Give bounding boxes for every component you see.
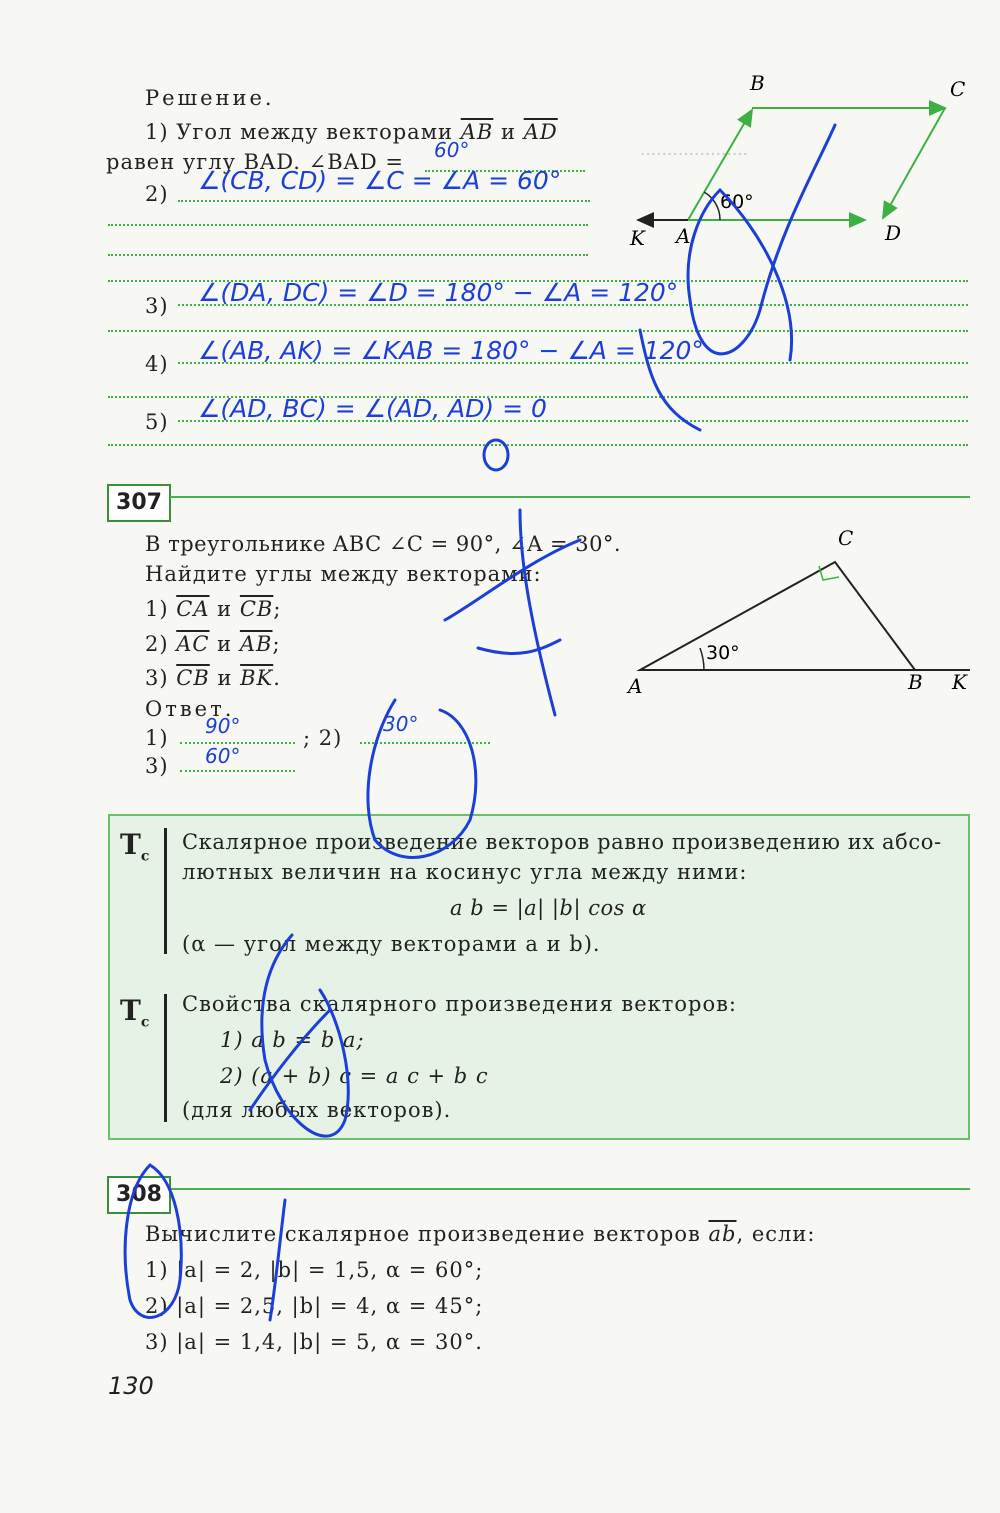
angle-arc [704, 192, 720, 220]
handwritten-answer: 90° [205, 714, 241, 738]
theory1-line1: Скалярное произведение векторов равно произведению их абсо- [182, 830, 942, 854]
theory1-note: (α — угол между векторами a и b). [182, 932, 601, 956]
answer-line [178, 200, 590, 202]
triangle-figure [620, 525, 980, 700]
vector-ab: $\overline{AB}$ [460, 120, 494, 144]
solution-heading: Решение. [145, 86, 275, 110]
answer-heading: Ответ. [145, 697, 235, 721]
problem308-statement: Вычислите скалярное произведение векторов $\overline{ab}$, если: [145, 1222, 816, 1246]
theory2-item2: 2) (a + b) c = a c + b c [220, 1064, 489, 1088]
item1-line2: равен углу BAD. ∠BAD = [106, 150, 404, 174]
angle-label: 30° [706, 642, 740, 664]
answer-line [360, 742, 490, 744]
answer-line [108, 444, 968, 446]
label-c: C [838, 526, 854, 550]
triangle-abc [640, 562, 915, 670]
problem308-item1: 1) |a| = 2, |b| = 1,5, α = 60°; [145, 1258, 484, 1282]
item2-label: 2) [145, 182, 169, 206]
problem307-question: Найдите углы между векторами: [145, 562, 542, 586]
theory-bar [164, 994, 167, 1122]
answer-line [108, 330, 968, 332]
item3-label: 3) [145, 294, 169, 318]
handwritten-answer: ∠(AD, BC) = ∠(AD, AD) = 0 [198, 394, 547, 423]
bleed-text: ···················· [640, 145, 749, 165]
problem-number-307: 307 [107, 484, 171, 522]
handwritten-answer: ∠(DA, DC) = ∠D = 180° − ∠A = 120° [198, 278, 679, 307]
theory2-note: (для любых векторов). [182, 1098, 452, 1122]
page-number: 130 [108, 1372, 154, 1400]
problem307-item2: 2) $\overline{AC}$ и $\overline{AB}$; [145, 632, 281, 656]
theory-box [108, 814, 970, 1140]
problem307-item3: 3) $\overline{CB}$ и $\overline{BK}$. [145, 666, 281, 690]
vector-cd [883, 108, 945, 218]
divider [170, 1188, 970, 1190]
label-a: A [676, 224, 691, 248]
handwritten-answer: ∠(AB, AK) = ∠KAB = 180° − ∠A = 120° [198, 336, 704, 365]
handwritten-answer: 60° [205, 744, 241, 768]
item5-label: 5) [145, 410, 169, 434]
theory1-formula: a b = |a| |b| cos α [450, 896, 647, 920]
label-c: C [950, 77, 966, 101]
label-d: D [885, 221, 902, 245]
angle-label: 60° [720, 191, 754, 213]
ans1-label: 1) [145, 726, 169, 750]
label-b: B [908, 670, 923, 694]
ans3-label: 3) [145, 754, 169, 778]
answer-line [180, 770, 295, 772]
handwritten-answer: 30° [383, 712, 419, 736]
problem307-statement: В треугольнике ABC ∠C = 90°, ∠A = 30°. [145, 532, 622, 556]
problem-number-308: 308 [107, 1176, 171, 1214]
answer-line [108, 254, 588, 256]
theory2-item1: 1) a b = b a; [220, 1028, 365, 1052]
theory2-title: Свойства скалярного произведения векторов: [182, 992, 738, 1016]
label-a: A [628, 674, 643, 698]
theory-bar [164, 828, 167, 954]
parallelogram-figure [620, 70, 980, 255]
problem308-item3: 3) |a| = 1,4, |b| = 5, α = 30°. [145, 1330, 483, 1354]
label-k: K [952, 670, 967, 694]
ans2-label: ; 2) [303, 726, 343, 750]
problem307-item1: 1) $\overline{CA}$ и $\overline{CB}$; [145, 597, 282, 621]
label-k: K [630, 226, 645, 250]
answer-line [108, 224, 588, 226]
theory1-line2: лютных величин на косинус угла между ними: [182, 860, 748, 884]
handwritten-answer: ∠(CB, CD) = ∠C = ∠A = 60° [198, 166, 562, 195]
problem308-item2: 2) |a| = 2,5, |b| = 4, α = 45°; [145, 1294, 484, 1318]
item1-line1: 1) Угол между векторами $\overline{AB}$ и $\overline{AD}$ [145, 120, 558, 144]
angle-arc [700, 648, 704, 670]
label-b: B [750, 71, 765, 95]
item4-label: 4) [145, 352, 169, 376]
handwritten-answer: 60° [434, 138, 470, 162]
theory-marker: $T_c$ [120, 828, 150, 865]
theory-marker: $T_c$ [120, 994, 150, 1031]
divider [170, 496, 970, 498]
vector-ad: $\overline{AD}$ [523, 120, 558, 144]
